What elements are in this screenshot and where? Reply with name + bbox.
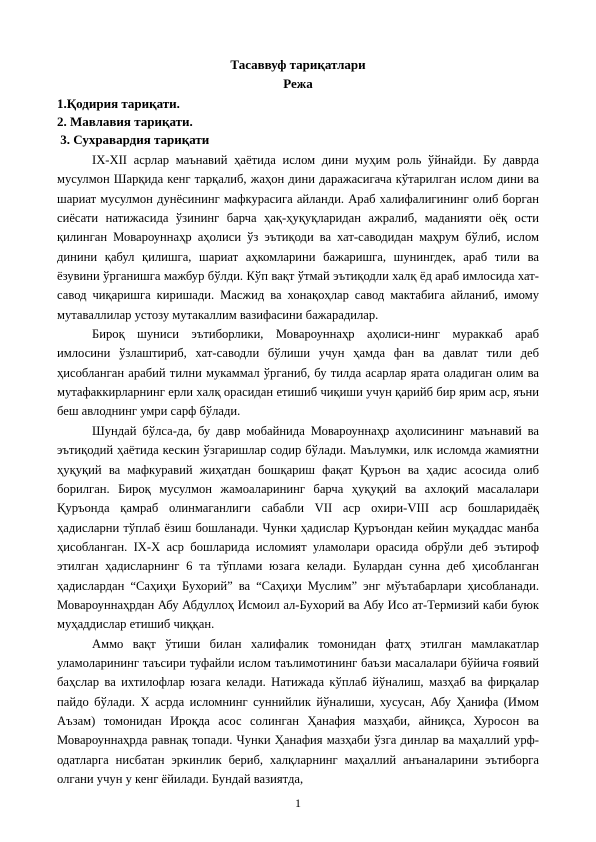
page-number: 1 — [295, 796, 301, 810]
document-body — [57, 151, 539, 789]
plan-item-2: 2. Мавлавия тариқати. — [57, 114, 193, 129]
document-subtitle: Режа — [283, 76, 313, 91]
paragraph-4: Аммо вақт ўтиши билан халифалик томонидан фатҳ этилган мамлакатлар уламоларининг таъсири туфайли ислом таълимотининг баъзи масалалари бўйича ғоявий баҳслар ва ихтилофлар юзага келади. Натижада кўплаб йўналиш, мазҳаб ва фирқалар пайдо бўлади. Х асрда исломнинг суннийлик йўналиши, хусусан, Абу Ҳанифа (Имом Аъзам) томонидан Ироқда асос солинган Ҳанафия мазҳаби, айниқса, Хуросон ва Мовароуннаҳрда равнақ топади. Чунки Ҳанафия мазҳаби ўзга динлар ва маҳаллий урф-одатларга нисбатан эркинлик бериб, халқларнинг маҳаллий анъаналарини эътиборга олгани учун у кенг ёйилади. Бундай вазиятда, — [57, 636, 539, 786]
paragraph-3: Шундай бўлса-да, бу давр мобайнида Мовароуннаҳр аҳолисининг маънавий ва эътиқодий ҳаётида кескин ўзгаришлар содир бўлади. Маълумки, илк исломда жамиятни ҳуқуқий ва мафкуравий жиҳатдан бошқариш фақат Қуръон ва ҳадис асосида олиб борилган. Бироқ мусулмон жамоаларининг барча ҳуқуқий ва ахлоқий масалалари Қуръонда қамраб олинмаганлиги сабабли VII аср охири-VIII аср бошларидаёқ ҳадисларни тўплаб ёзиш бошланади. Чунки ҳадислар Қуръондан кейин муқаддас манба ҳисобланган. IX-X аср бошларида исломият уламолари орасида обрўли деб эътироф этилган ҳадисларнинг 6 та тўплами юзага келади. Булардан сунна деб ҳисобланган ҳадислардан “Саҳиҳи Бухорий” ва “Саҳиҳи Муслим” энг мўътабарлари ҳисобланади. Мовароуннаҳрдан Абу Абдуллоҳ Исмоил ал-Бухорий ва Абу Исо ат-Термизий каби буюк муҳаддислар етишиб чиққан. — [57, 423, 539, 632]
paragraph-1: IX-XII асрлар маънавий ҳаётида ислом дини муҳим роль ўйнайди. Бу даврда мусулмон Шарқида кенг тарқалиб, жаҳон дини даражасигача кўтарилган ислом дини ва шариат мусулмон дунёсининг мафкурасига айланди. Араб халифалигининг олиб борган сиёсати натижасида ўзининг барча ҳақ-ҳуқуқларидан ажралиб, маданияти оёқ ости қилинган Мовароуннаҳр аҳолиси ўз эътиқоди ва хат-саводидан маҳрум бўлиб, ислом динини қабул қилишга, шариат аҳкомларини бажаришга, шунингдек, араб тили ва ёзувини ўрганишга мажбур бўлди. Кўп вақт ўтмай эътиқодли халқ ёд араб имлосида хат-савод чиқаришга киришади. Масжид ва хонақоҳлар савод мактабига айланиб, имому мутаваллилар устозу мутакаллим вазифасини бажарадилар. — [57, 153, 539, 322]
paragraph-2: Бироқ шуниси эътиборлики, Мовароуннаҳр аҳолиси-нинг мураккаб араб имлосини ўзлаштириб, хат-саводли бўлиши учун ҳамда фан ва давлат тили деб ҳисобланган арабий тилни мукаммал ўрганиб, бу тилда асарлар ярата оладиган олим ва мутафаккирларнинг ерли халқ орасидан етишиб чиқиши учун қарийб бир ярим аср, яъни беш авлоднинг умри сарф бўлади. — [57, 327, 539, 419]
plan-item-3: 3. Сухравардия тариқати — [57, 132, 210, 147]
document-title: Тасаввуф тариқатлари — [230, 57, 366, 72]
plan-item-1: 1.Қодирия тариқати. — [57, 96, 180, 111]
